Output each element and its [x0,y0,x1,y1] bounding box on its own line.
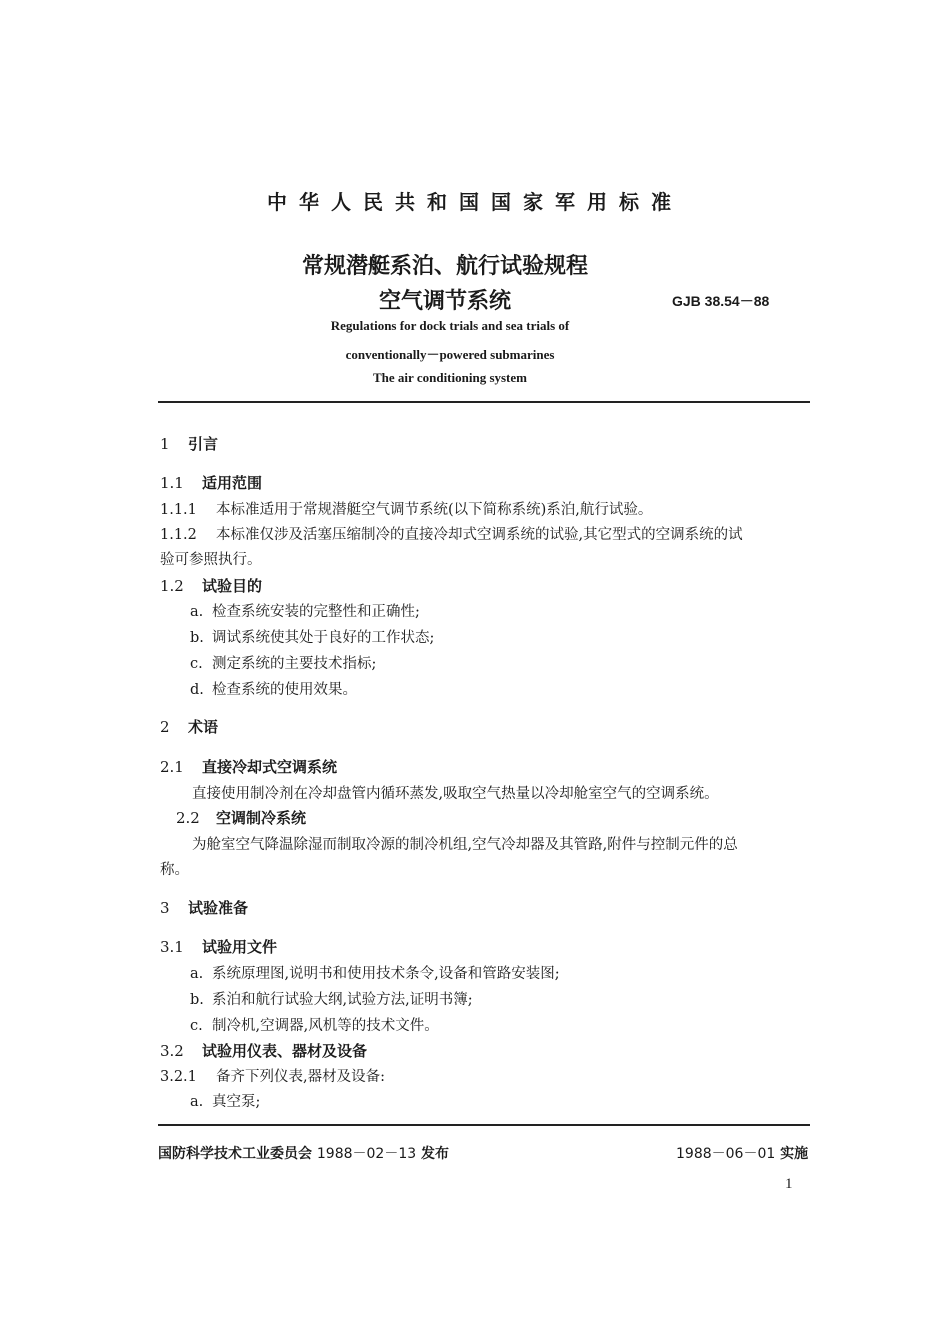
list-text: 检查系统安装的完整性和正确性; [212,604,420,620]
standard-number: GJB 38.54－88 [672,293,770,309]
clause-text: 本标准适用于常规潜艇空气调节系统(以下简称系统)系泊,航行试验。 [216,502,653,518]
list-item [190,600,420,621]
effective-info [676,1143,808,1163]
section-3-heading [160,897,248,918]
clause-1-1-1 [160,498,652,519]
section-title: 试验用文件 [202,938,278,956]
section-3-2-heading [160,1040,367,1061]
section-2-1-text: 直接使用制冷剂在冷却盘管内循环蒸发,吸取空气热量以冷却舱室空气的空调系统。 [192,786,719,802]
list-text: 系泊和航行试验大纲,试验方法,证明书簿; [212,992,473,1008]
effective-date: 1988－06－01 [676,1146,776,1162]
list-item [190,988,473,1009]
list-label: a. [190,1094,204,1110]
section-title: 空调制冷系统 [216,809,307,827]
footer-divider [158,1124,810,1126]
section-1-2-heading [160,575,262,596]
section-title: 直接冷却式空调系统 [202,758,338,776]
section-3-1-heading [160,936,277,957]
clause-number: 3.2.1 [160,1069,197,1085]
clause-1-1-2-continued: 验可参照执行。 [160,552,262,568]
clause-text: 本标准仅涉及活塞压缩制冷的直接冷却式空调系统的试验,其它型式的空调系统的试 [216,527,743,543]
list-label: a. [190,604,204,620]
list-item [190,1090,260,1111]
list-label: b. [190,630,204,646]
section-2-heading [160,716,218,737]
list-label: b. [190,992,204,1008]
section-2-2-heading [176,807,306,828]
section-2-2-text: 为舱室空气降温除湿而制取冷源的制冷机组,空气冷却器及其管路,附件与控制元件的总 [192,837,738,853]
section-title: 术语 [188,718,219,736]
section-title: 试验用仪表、器材及设备 [202,1042,368,1060]
clause-number: 1.1.1 [160,502,197,518]
section-2-2-text-continued: 称。 [160,862,189,878]
section-number: 2.2 [176,809,200,827]
section-number: 3 [160,899,170,917]
section-title: 引言 [188,435,219,453]
section-number: 2 [160,718,170,736]
issue-date: 1988－02－13 [316,1146,417,1162]
list-item [190,678,357,699]
standard-title-line2: 空气调节系统 [378,289,511,314]
english-title-line2: conventionally－powered submarines [345,347,555,362]
list-text: 制冷机,空调器,风机等的技术文件。 [212,1018,439,1034]
header-divider [158,401,810,403]
english-title-line3: The air conditioning system [373,370,527,385]
section-1-heading [160,433,218,454]
section-number: 3.2 [160,1042,184,1060]
list-item [190,1014,439,1035]
clause-number: 1.1.2 [160,527,197,543]
list-item [190,652,376,673]
document-org-title: 中华人民共和国国家军用标准 [267,190,683,214]
list-text: 检查系统的使用效果。 [212,682,357,698]
list-label: c. [190,1018,203,1034]
issue-word: 发布 [421,1146,450,1162]
section-number: 1.2 [160,577,184,595]
section-number: 1 [160,435,170,453]
section-2-1-heading [160,756,337,777]
list-text: 测定系统的主要技术指标; [212,656,377,672]
standard-title-line1: 常规潜艇系泊、航行试验规程 [301,254,588,279]
list-text: 系统原理图,说明书和使用技术条令,设备和管路安装图; [212,966,560,982]
list-item [190,626,434,647]
list-text: 真空泵; [212,1094,261,1110]
clause-3-2-1 [160,1065,385,1086]
section-number: 3.1 [160,938,184,956]
issuing-authority: 国防科学技术工业委员会 [158,1146,312,1162]
section-title: 适用范围 [202,474,263,492]
issue-info [158,1143,449,1163]
page-number: 1 [785,1176,793,1192]
section-title: 试验目的 [202,577,263,595]
section-number: 2.1 [160,758,184,776]
clause-text: 备齐下列仪表,器材及设备: [216,1069,385,1085]
section-1-1-heading [160,472,262,493]
list-item [190,962,560,983]
english-title-line1: Regulations for dock trials and sea trials of [330,318,570,333]
section-title: 试验准备 [188,899,249,917]
clause-1-1-2 [160,523,743,544]
list-label: c. [190,656,203,672]
list-label: d. [190,682,204,698]
section-number: 1.1 [160,474,184,492]
effective-word: 实施 [780,1146,809,1162]
list-label: a. [190,966,204,982]
list-text: 调试系统使其处于良好的工作状态; [212,630,435,646]
